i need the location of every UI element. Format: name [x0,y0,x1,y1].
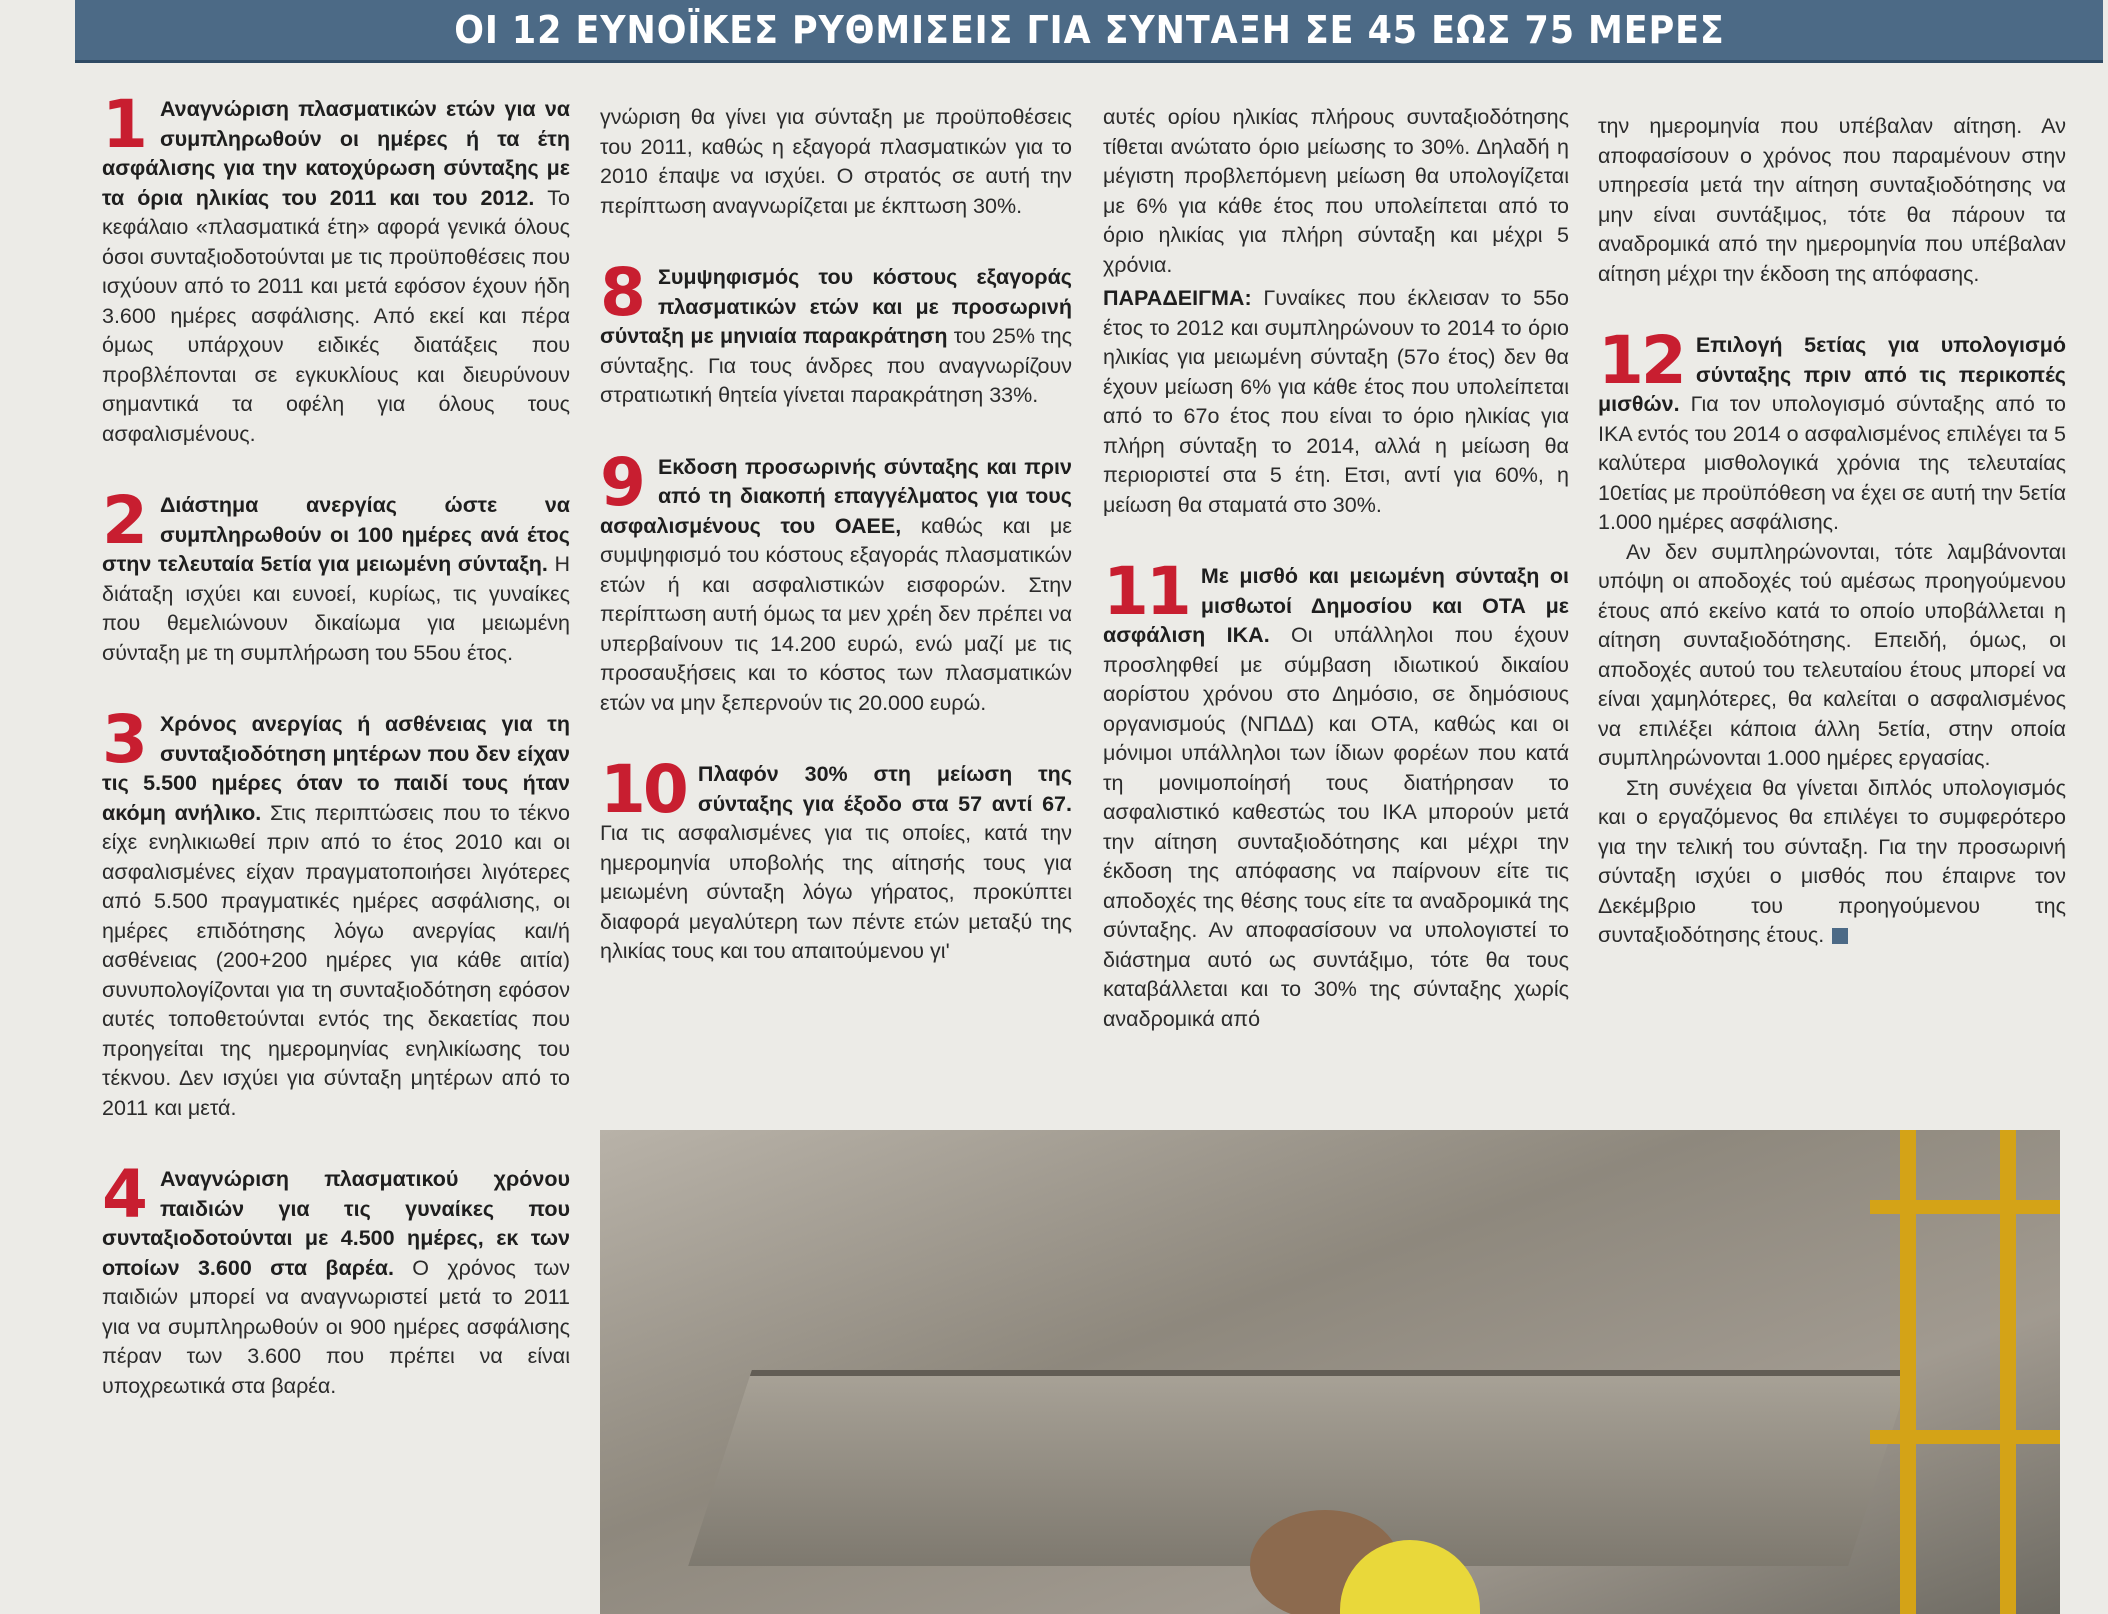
item-body: αυτές ορίου ηλικίας πλήρους συνταξιοδότησης τίθεται ανώτατο όριο μείωσης το 30%. Δηλαδή η μέγιστη προβλεπόμενη μείωση θα υπολογίζεται με 6% για κάθε έτος που υπολείπεται από το όριο ηλικίας για πλήρη σύνταξη και μέχρι 5 χρόνια. [1103,105,1569,277]
item-number: 8 [600,254,646,331]
construction-photo [600,1130,2060,1614]
column-4 [1598,112,2066,951]
item-number: 10 [600,751,686,828]
item-body: Ο χρόνος των παιδιών μπορεί να αναγνωριστεί μετά το 2011 για να συμπληρωθούν οι 900 ημέρες ασφάλισης πέραν των 3.600 που πρέπει να είναι υποχρεωτικά στα βαρέα. [102,1255,570,1398]
item-body: Για τον υπολογισμό σύνταξης από το ΙΚΑ εντός του 2014 ο ασφαλισμένος επιλέγει τα 5 καλύτερα μισθολογικά χρόνια της τελευταίας 10ετίας με προϋπόθεση να έχει σε αυτή την 5ετία 1.000 ημέρες ασφάλισης. [1598,392,2067,534]
item-lead: Αναγνώριση πλασματικών ετών για να συμπληρωθούν οι ημέρες ή τα έτη ασφάλισης για την κατοχύρωση σύνταξης με τα όρια ηλικίας του 2011 και του 2012. [102,97,570,210]
item-12 [1598,322,2067,538]
item-body: καθώς και με συμψηφισμό του κόστους εξαγοράς πλασματικών ετών ή και ασφαλιστικών εισφορών. Στην περίπτωση αυτή όμως τα μεν χρέη δεν πρέπει να υπερβαίνουν τις 14.200 ευρώ, ενώ μαζί με τις προσαυξήσεις και το κόστος των πλασματικών ετών να μην ξεπερνούν τις 20.000 ευρώ. [600,513,1072,715]
item-body: Στη συνέχεια θα γίνεται διπλός υπολογισμός και ο εργαζόμενος θα επιλέγει το συμφερότερο για την τελική του σύνταξη. Για την προσωρινή σύνταξη ισχύει ο μισθός που έπαιρνε τον Δεκέμβριο του προηγούμενου της συνταξιοδότησης έτους. [1598,775,2066,947]
item-body: Οι υπάλληλοι που έχουν προσληφθεί με σύμβαση ιδιωτικού δικαίου αορίστου χρόνου στο Δημόσιο, σε δημόσιους οργανισμούς (ΝΠΔΔ) και ΟΤΑ, καθώς και οι μόνιμοι υπάλληλοι των ίδιων φορέων που κατά τη μονιμοποίησή τους διατήρησαν το ασφαλιστικό καθεστώς του ΙΚΑ μπορούν μετά την αίτηση συνταξιοδότησης και μέχρι την έκδοση της απόφασης να παίρνουν είτε τις αποδοχές της θέσης τους είτε τα αναδρομικά της σύνταξης. Αν αποφασίσουν να υπολογιστεί το διάστημα αυτό ως συντάξιμο, τότε θα τους καταβάλλεται και το 30% της σύνταξης χωρίς αναδρομικά από [1103,623,1569,1031]
item-lead: Πλαφόν 30% στη μείωση της σύνταξης για έξοδο στα 57 αντί 67. [697,762,1072,816]
item-12-paragraph-2: Αν δεν συμπληρώνονται, τότε λαμβάνονται υπόψη οι αποδοχές τού αμέσως προηγούμενου έτους από εκείνο κατά το οποίο υποβάλλεται η αίτηση συνταξιοδότησης. Επειδή, όμως, οι αποδοχές αυτού του τελευταίου έτους μπορεί να είναι χαμηλότερες, θα καλείται ο ασφαλισμένος να επιλέξει κάποια άλλη 5ετία, στην οποία συμπληρώνονται 1.000 ημέρες εργασίας. [1598,539,2066,770]
item-12-paragraph-3 [1598,774,2066,951]
item-11 [1103,553,1569,1034]
scaffold-bar [1870,1430,2060,1444]
item-10-example [1103,284,1569,520]
item-3 [102,701,570,1123]
item-4 [102,1156,570,1401]
item-number: 11 [1103,553,1189,630]
headline-bar [75,0,2103,63]
article-end-mark [1832,928,1848,944]
item-number: 4 [102,1156,148,1233]
column-2 [600,103,1072,1009]
item-lead: Αναγνώριση πλασματικού χρόνου παιδιών για τις γυναίκες που συνταξιοδοτούνται με 4.500 ημέρες, εκ των οποίων 3.600 στα βαρέα. [102,1167,570,1280]
item-lead: Με μισθό και μειωμένη σύνταξη οι μισθωτοί Δημοσίου και ΟΤΑ με ασφάλιση ΙΚΑ. [1103,564,1569,647]
item-body: του 25% της σύνταξης. Για τους άνδρες που αναγνωρίζουν στρατιωτική θητεία γίνεται παρακράτηση 33%. [600,324,1072,407]
item-lead: Επιλογή 5ετίας για υπολογισμό σύνταξης πριν από τις περικοπές μισθών. [1598,333,2066,416]
item-body: Το κεφάλαιο «πλασματικά έτη» αφορά γενικά όλους όσοι συνταξιοδοτούνται με τις προϋποθέσεις που ισχύουν από το 2011 και μετά εφόσον έχουν ήδη 3.600 ημέρες ασφάλισης. Από εκεί και πέρα όμως υπάρχουν ειδικές διατάξεις που προβλέπονται σε εγκυκλίους και διευρύνουν σημαντικά τα οφέλη για όλους τους ασφαλισμένους. [102,185,570,446]
column-1 [102,86,570,1443]
item-lead: Εκδοση προσωρινής σύνταξης και πριν από τη διακοπή επαγγέλματος για τους ασφαλισμένους του ΟΑΕΕ, [600,454,1072,538]
item-lead: Χρόνος ανεργίας ή ασθένειας για τη συνταξιοδότηση μητέρων που δεν είχαν τις 5.500 ημέρες όταν το παιδί τους ήταν ακόμη ανήλικο. [102,712,570,825]
item-lead: Διάστημα ανεργίας ώστε να συμπληρωθούν οι 100 ημέρες ανά έτος στην τελευταία 5ετία για μειωμένη σύνταξη. [102,493,570,576]
column-3 [1103,103,1569,1076]
item-number: 9 [600,443,646,521]
item-body: Η διάταξη ισχύει και ευνοεί, κυρίως, τις γυναίκες που θεμελιώνουν δικαίωμα για μειωμένη σύνταξη με τη συμπλήρωση του 55ου έτος. [102,552,570,665]
item-body: Γυναίκες που έκλεισαν το 55ο έτος το 2012 και συμπληρώνουν το 2014 το όριο ηλικίας για μειωμένη σύνταξη (57ο έτος) δεν θα έχουν μείωση 6% για κάθε έτος που υπολείπεται από το 67ο έτος που είναι το όριο ηλικίας για πλήρη σύνταξη το 2014, αλλά η μείωση θα περιοριστεί στα 5 έτη. Ετσι, αντί για 60%, η μείωση θα σταματά στο 30%. [1103,286,1569,517]
item-1 [102,86,570,449]
item-number: 1 [102,86,148,163]
scaffold-bar [1870,1200,2060,1214]
example-label: ΠΑΡΑΔΕΙΓΜΑ: [1103,286,1264,310]
item-number: 3 [102,701,148,778]
item-9 [600,443,1072,719]
item-2 [102,482,570,668]
headline: ΟΙ 12 ΕΥΝΟΪΚΕΣ ΡΥΘΜΙΣΕΙΣ ΓΙΑ ΣΥΝΤΑΞΗ ΣΕ 45 ΕΩΣ 75 ΜΕΡΕΣ [453,8,1725,52]
item-number: 12 [1598,322,1684,399]
item-10-continued [1103,103,1569,280]
item-lead: Συμψηφισμός του κόστους εξαγοράς πλασματικών ετών και με προσωρινή σύνταξη με μηνιαία παρακράτηση [600,265,1072,348]
item-7-continued [600,103,1072,221]
item-body: Στις περιπτώσεις που το τέκνο είχε ενηλικιωθεί πριν από το έτος 2010 και οι ασφαλισμένες είχαν πραγματοποιήσει λιγότερες από 5.500 πραγματικές ημέρες ασφάλισης, οι ημέρες επιδότησης λόγω ανεργίας και/ή ασθένειας (200+200 ημέρες για κάθε αιτία) συνυπολογίζονται για τη συνταξιοδότηση εφόσον αυτές τοποθετούνται εντός της δεκαετίας που προηγείται της ημερομηνίας ενηλικίωσης του τέκνου. Δεν ισχύει για σύνταξη μητέρων από το 2011 και μετά. [102,800,570,1120]
item-11-continued [1598,112,2066,289]
item-body: Για τις ασφαλισμένες για τις οποίες, κατά την ημερομηνία υποβολής της αίτησής τους για μειωμένη σύνταξη λόγω γήρατος, προκύπτει διαφορά μεγαλύτερη των πέντε ετών μεταξύ της ηλικίας τους και του απαιτούμενου γι' [600,821,1072,963]
item-body: γνώριση θα γίνει για σύνταξη με προϋποθέσεις του 2011, καθώς η εξαγορά πλασματικών για το 2010 έπαψε να ισχύει. Ο στρατός σε αυτή την περίπτωση αναγνωρίζεται με έκπτωση 30%. [600,105,1072,218]
item-body: την ημερομηνία που υπέβαλαν αίτηση. Αν αποφασίσουν ο χρόνος που παραμένουν στην υπηρεσία μετά την αίτηση συνταξιοδότησης να μην είναι συντάξιμος, τότε θα πάρουν τα αναδρομικά από την ημερομηνία που υπέβαλαν αίτηση μέχρι την έκδοση της απόφασης. [1598,114,2066,286]
item-8 [600,254,1072,411]
item-10 [600,751,1072,967]
item-number: 2 [102,482,148,559]
